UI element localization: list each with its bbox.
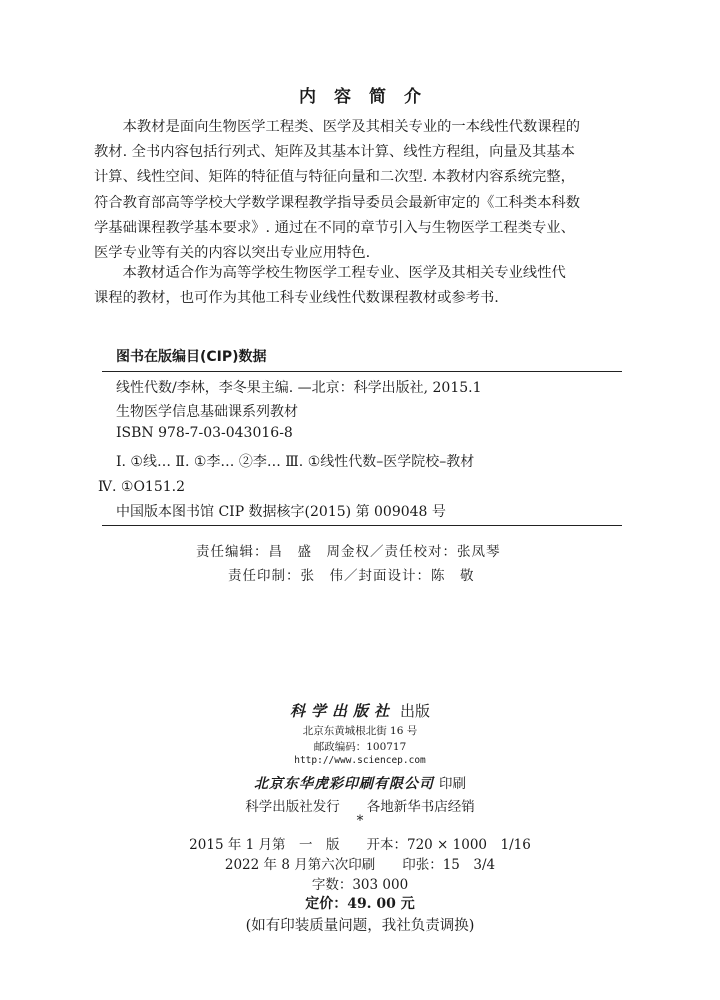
distribution-line: 科学出版社发行 各地新华书店经销 (245, 799, 475, 815)
quality-note: (如有印装质量问题，我社负责调换) (245, 918, 475, 934)
cip-class-number-line: Ⅳ. ①O151.2 (98, 479, 185, 495)
printing-line: 2022 年 8 月第六次印刷 印张：15 3/4 (224, 857, 496, 873)
cip-title-line: 线性代数/李林，李冬果主编. —北京：科学出版社, 2015.1 (116, 380, 482, 396)
publisher-name: 科学出版社 (289, 702, 395, 720)
printer-suffix: 印刷 (439, 776, 467, 792)
printer-name: 北京东华虎彩印刷有限公司 (253, 776, 434, 792)
summary-paragraph-2 (94, 261, 628, 311)
summary-line: 课程的教材，也可作为其他工科专业线性代数课程教材或参考书. (94, 290, 499, 307)
cip-isbn-line: ISBN 978-7-03-043016-8 (116, 425, 293, 441)
editor-credits: 责任编辑：昌 盛 周金权／责任校对：张凤琴 (196, 544, 501, 560)
publisher-postcode: 邮政编码：100717 (313, 741, 407, 753)
summary-paragraph-1 (94, 115, 628, 266)
cip-top-divider (102, 371, 622, 372)
summary-line: 符合教育部高等学校大学数学课程教学指导委员会最新审定的《工科类本科数 (94, 194, 581, 211)
cip-bottom-divider (102, 525, 622, 526)
cip-classification-line: Ⅰ. ①线… Ⅱ. ①李… ②李… Ⅲ. ①线性代数–医学院校–教材 (116, 454, 475, 470)
production-credits: 责任印制：张 伟／封面设计：陈 敬 (228, 568, 475, 584)
publisher-url: http://www.sciencep.com (294, 755, 426, 766)
printer-line (0, 772, 720, 793)
summary-line: 学基础课程教学基本要求》. 通过在不同的章节引入与生物医学工程类专业、 (94, 219, 575, 236)
publisher-suffix: 出版 (400, 702, 431, 720)
summary-line: 本教材适合作为高等学校生物医学工程专业、医学及其相关专业线性代 (94, 265, 566, 281)
cip-series-line: 生物医学信息基础课系列教材 (116, 404, 298, 420)
price-line: 定价：49. 00 元 (305, 896, 415, 912)
separator-star: * (356, 813, 364, 829)
publisher-line (0, 700, 720, 721)
word-count-line: 字数：303 000 (311, 877, 409, 893)
summary-line: 本教材是面向生物医学工程类、医学及其相关专业的一本线性代数课程的 (94, 119, 581, 135)
cip-record-line: 中国版本图书馆 CIP 数据核字(2015) 第 009048 号 (116, 504, 446, 520)
summary-line: 计算、线性空间、矩阵的特征值与特征向量和二次型. 本教材内容系统完整， (94, 169, 575, 186)
summary-line: 教材. 全书内容包括行列式、矩阵及其基本计算、线性方程组，向量及其基本 (94, 144, 575, 161)
edition-line: 2015 年 1 月第 一 版 开本：720 × 1000 1/16 (189, 837, 531, 853)
page-title: 内容简介 (299, 87, 439, 107)
summary-line: 医学专业等有关的内容以突出专业应用特色. (94, 245, 371, 262)
cip-heading: 图书在版编目(CIP)数据 (116, 349, 267, 365)
publisher-address: 北京东黄城根北街 16 号 (302, 725, 418, 737)
